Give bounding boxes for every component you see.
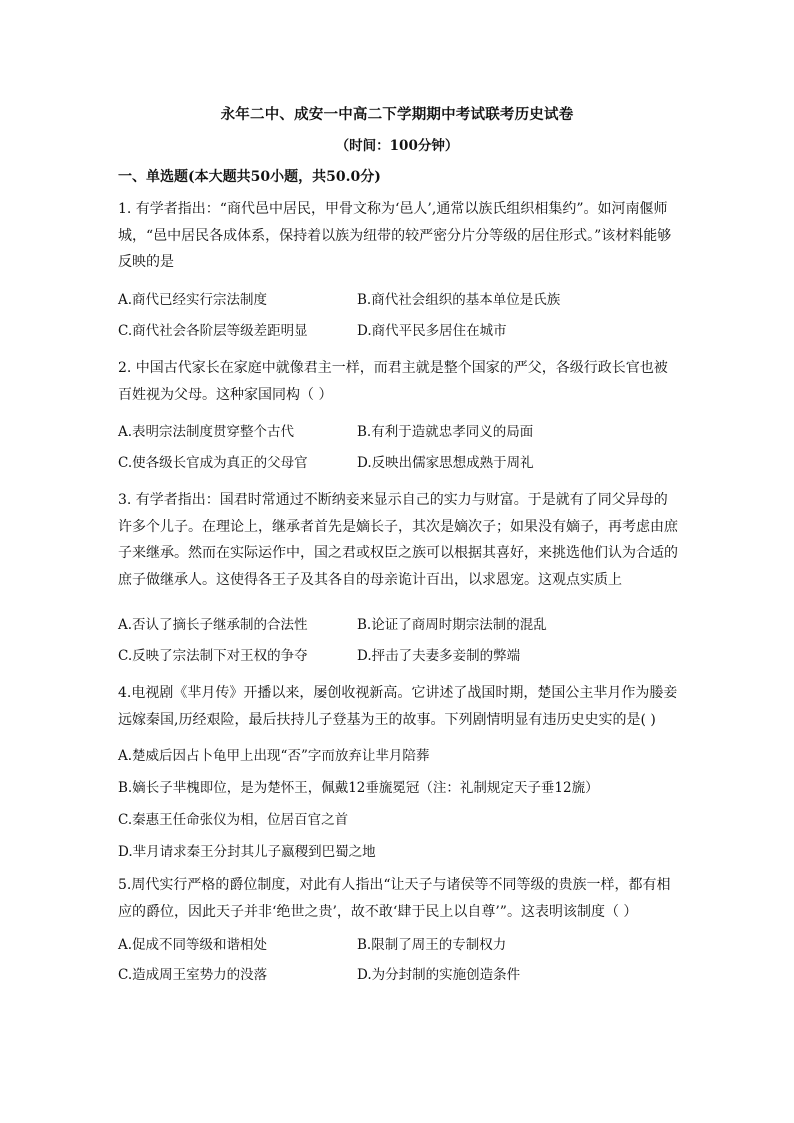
question-2-option-a: A.表明宗法制度贯穿整个古代	[118, 424, 295, 440]
section-heading: 一、单选题(本大题共50小题，共50.0分)	[118, 169, 381, 185]
question-5-stem: 5.周代实行严格的爵位制度，对此有人指出“让天子与诸侯等不同等级的贵族一样，都有相应的爵位，因此天子并非‘绝世之贵’，故不敢‘肆于民上以自尊’”。这表明该制度（ ）	[118, 877, 671, 920]
question-4-option-c: C.秦惠王任命张仪为相，位居百官之首	[118, 812, 349, 828]
question-3-option-d: D.抨击了夫妻多妾制的弊端	[357, 648, 521, 664]
question-3-option-a: A.否认了摘长子继承制的合法性	[118, 617, 308, 633]
question-5-option-c: C.造成周王室势力的没落	[118, 967, 268, 983]
question-3-option-b: B.论证了商周时期宗法制的混乱	[357, 617, 547, 633]
exam-title: 永年二中、成安一中高二下学期期中考试联考历史试卷	[220, 106, 574, 123]
question-1-option-a: A.商代已经实行宗法制度	[118, 292, 268, 308]
question-3-option-c: C.反映了宗法制下对王权的争夺	[118, 648, 308, 664]
question-4-option-a: A.楚威后因占卜龟甲上出现“否”字而放弃让芈月陪葬	[118, 748, 430, 764]
question-4-option-b: B.嫡长子芈槐即位，是为楚怀王，佩戴12垂旒冕冠（注：礼制规定天子垂12旒）	[118, 780, 599, 796]
question-1-option-c: C.商代社会各阶层等级差距明显	[118, 323, 308, 339]
question-1-option-d: D.商代平民多居住在城市	[357, 323, 507, 339]
question-2-option-d: D.反映出儒家思想成熟于周礼	[357, 455, 534, 471]
question-4-stem: 4.电视剧《芈月传》开播以来，屡创收视新高。它讲述了战国时期，楚国公主芈月作为媵妾远嫁秦国,历经艰险，最后扶持儿子登基为王的故事。下列剧情明显有违历史史实的是( )	[118, 685, 678, 728]
question-4-option-d: D.芈月请求秦王分封其儿子嬴稷到巴蜀之地	[118, 844, 376, 860]
question-3-stem: 3. 有学者指出：国君时常通过不断纳妾来显示自己的实力与财富。于是就有了同父异母的许多个儿子。在理论上，继承者首先是嫡长子，其次是嫡次子；如果没有嫡子，再考虑由庶子来继承。然而在实际运作中，国之君或权臣之族可以根据其喜好，来挑选他们认为合适的庶子做继承人。这使得各王子及其各自的母亲诡计百出，以求恩宠。这观点实质上	[118, 492, 678, 588]
question-5-option-a: A.促成不同等级和谐相处	[118, 937, 268, 953]
question-2-stem: 2. 中国古代家长在家庭中就像君主一样，而君主就是整个国家的严父，各级行政长官也被百姓视为父母。这种家国同构（ ）	[118, 360, 668, 403]
question-1-option-b: B.商代社会组织的基本单位是氏族	[357, 292, 561, 308]
question-1-stem: 1. 有学者指出：“商代邑中居民，甲骨文称为‘邑人’,通常以族氏组织相集约”。如河南偃师城，“邑中居民各成体系，保持着以族为纽带的较严密分片分等级的居住形式。”该材料能够反映的是	[118, 201, 672, 270]
question-5-option-b: B.限制了周王的专制权力	[357, 937, 507, 953]
question-2-option-c: C.使各级长官成为真正的父母官	[118, 455, 308, 471]
question-5-option-d: D.为分封制的实施创造条件	[357, 967, 521, 983]
question-2-option-b: B.有利于造就忠孝同义的局面	[357, 424, 534, 440]
exam-time: （时间：100分钟）	[335, 138, 459, 154]
